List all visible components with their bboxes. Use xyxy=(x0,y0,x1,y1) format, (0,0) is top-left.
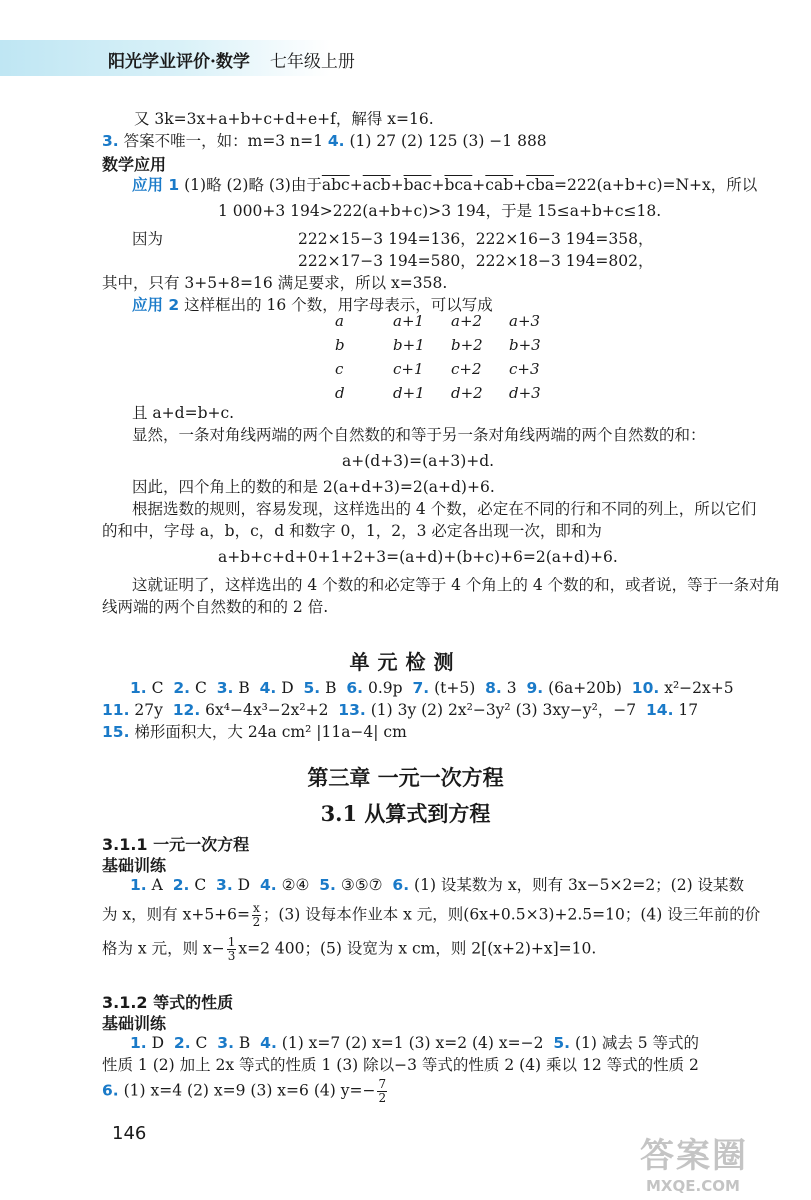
question-number: 3. xyxy=(217,1034,234,1052)
grid-cell: b+1 xyxy=(393,336,425,354)
grid-cell: b xyxy=(335,336,345,354)
text-segment: (1) x=4 (2) x=9 (3) x=6 (4) y=− xyxy=(123,1081,376,1100)
text-segment: x=2 400；(5) 设宽为 x cm，则 2[(x+2)+x]=10. xyxy=(238,939,597,958)
grid-cell: c+2 xyxy=(451,360,482,378)
book-title: 阳光学业评价·数学 xyxy=(108,52,250,72)
answer-line-3-4 xyxy=(102,130,547,152)
question-number: 3. xyxy=(102,132,119,150)
question-number: 1. xyxy=(130,1034,147,1052)
text-line: 线两端的两个自然数的和的 2 倍. xyxy=(102,598,329,616)
overlined-number: $\overline{bac}$ xyxy=(403,176,432,194)
overlined-number: $\overline{acb}$ xyxy=(362,176,391,194)
answer-text: C xyxy=(194,679,207,697)
text-line: 且 a+d=b+c. xyxy=(132,404,235,422)
fraction-denominator: 2 xyxy=(252,915,261,929)
question-number: 6. xyxy=(392,876,410,894)
answer-text: D xyxy=(237,876,251,894)
overlined-number: $\overline{abc}$ xyxy=(321,176,350,194)
answer-text: D xyxy=(281,679,294,697)
answer-text: C xyxy=(195,1034,208,1052)
section-heading-math-app: 数学应用 xyxy=(102,155,167,174)
practice-heading: 基础训练 xyxy=(102,856,167,875)
question-number: 4. xyxy=(259,679,277,697)
question-number: 3. xyxy=(216,679,234,697)
question-number: 11. xyxy=(102,701,130,719)
grid-row xyxy=(335,360,567,384)
question-number: 6. xyxy=(346,679,364,697)
question-number: 14. xyxy=(646,701,674,719)
answer-text: C xyxy=(194,876,207,894)
question-number: 6. xyxy=(102,1081,119,1100)
answer-text: C xyxy=(151,679,164,697)
equation: a+b+c+d+0+1+2+3=(a+d)+(b+c)+6=2(a+d)+6. xyxy=(218,548,618,566)
question-number: 1. xyxy=(130,876,147,894)
s311-answers-line-3 xyxy=(102,936,596,963)
s311-answers-line-2 xyxy=(102,902,760,929)
grid-cell: a+2 xyxy=(451,312,483,330)
section-title: 3.1 从算式到方程 xyxy=(320,801,491,826)
grid-row xyxy=(335,384,567,408)
grid-row xyxy=(335,312,567,336)
answer-text: (1) 3y (2) 2x²−3y² (3) 3xy−y²，−7 xyxy=(370,701,637,719)
running-header xyxy=(108,47,355,72)
text-line: 因此，四个角上的数的和是 2(a+d+3)=2(a+d)+6. xyxy=(132,478,495,496)
app1-line: 应用 1 (1)略 (2)略 (3)由于$\overline{abc}+\overline{acb}+\overline{bac}+\overline{bca}+\overline{cab}+\overline{cba}=222(a+b+c)=N+x$，所以 xyxy=(132,176,758,194)
text-line: 1 000+3 194>222(a+b+c)>3 194，于是 15≤a+b+c≤18. xyxy=(218,202,662,220)
answer-text: (1) x=7 (2) x=1 (3) x=2 (4) x=−2 xyxy=(281,1034,544,1052)
grid-row xyxy=(335,336,567,360)
text-segment: ；(3) 设每本作业本 x 元，则(6x+0.5×3)+2.5=10；(4) 设三年前的价 xyxy=(262,905,761,924)
subsection-title: 3.1.2 等式的性质 xyxy=(102,993,234,1012)
grid-cell: c+3 xyxy=(509,360,540,378)
grid-cell: b+3 xyxy=(509,336,541,354)
question-number: 5. xyxy=(319,876,336,894)
page-number: 146 xyxy=(112,1123,147,1144)
text-segment: (1)略 (2)略 (3)由于 xyxy=(184,176,322,194)
letter-grid xyxy=(335,312,567,408)
text-line: 根据选数的规则，容易发现，这样选出的 4 个数，必定在不同的行和不同的列上，所以它们 xyxy=(132,500,757,518)
watermark-logo xyxy=(640,1128,800,1194)
question-number: 1. xyxy=(130,679,147,697)
answer-text: D xyxy=(151,1034,165,1052)
answer-text: 17 xyxy=(678,701,699,719)
overlined-number: $\overline{bca}$ xyxy=(444,176,473,194)
text-line: 显然，一条对角线两端的两个自然数的和等于另一条对角线两端的两个自然数的和： xyxy=(132,426,706,444)
subsection-title: 3.1.1 一元一次方程 xyxy=(102,835,250,854)
answer-text: B xyxy=(325,679,337,697)
grid-cell: b+2 xyxy=(451,336,483,354)
question-number: 8. xyxy=(485,679,502,697)
grid-cell: d+1 xyxy=(393,384,425,402)
text-line: 因为 xyxy=(132,230,164,248)
grid-cell: a+1 xyxy=(393,312,425,330)
text-line: 这就证明了，这样选出的 4 个数的和必定等于 4 个角上的 4 个数的和，或者说，等于一条对角 xyxy=(132,576,781,594)
calc-line: 222×17−3 194=580，222×18−3 194=802， xyxy=(298,252,654,270)
answer-text: B xyxy=(238,1034,251,1052)
app-label: 应用 1 xyxy=(132,176,180,194)
question-number: 4. xyxy=(327,132,345,150)
unit-answer-row-2 xyxy=(102,699,698,721)
grade-label: 七年级上册 xyxy=(269,52,355,72)
s312-answers-line-3 xyxy=(102,1078,389,1105)
answer-text: (1) 27 (2) 125 (3) −1 888 xyxy=(349,132,547,150)
question-number: 13. xyxy=(338,701,366,719)
question-number: 12. xyxy=(172,701,201,719)
answer-text: B xyxy=(238,679,250,697)
question-number: 2. xyxy=(172,876,190,894)
equation: a+(d+3)=(a+3)+d. xyxy=(342,452,495,470)
fraction xyxy=(252,902,261,929)
unit-answer-row-1 xyxy=(130,677,734,699)
grid-cell: d xyxy=(335,384,345,402)
answer-text: ③⑤⑦ xyxy=(340,876,383,894)
fraction xyxy=(377,1078,387,1105)
chapter-title: 第三章 一元一次方程 xyxy=(307,765,504,790)
answer-text: 梯形面积大，大 24a cm² |11a−4| cm xyxy=(134,723,407,741)
question-number: 2. xyxy=(173,679,191,697)
grid-cell: d+2 xyxy=(451,384,483,402)
unit-answer-row-3 xyxy=(102,721,407,743)
fraction-numerator: 1 xyxy=(227,935,236,949)
text-segment: 为 x，则有 x+5+6= xyxy=(102,905,251,924)
fraction-denominator: 2 xyxy=(378,1091,387,1105)
fraction-denominator: 3 xyxy=(227,949,236,963)
question-number: 4. xyxy=(259,876,277,894)
fraction-numerator: x xyxy=(253,901,260,915)
grid-cell: d+3 xyxy=(509,384,541,402)
question-number: 9. xyxy=(526,679,544,697)
question-number: 5. xyxy=(553,1034,570,1052)
unit-test-title: 单元检测 xyxy=(349,650,462,674)
answer-text: 答案不唯一，如：m=3 n=1 xyxy=(123,132,323,150)
question-number: 5. xyxy=(303,679,321,697)
question-number: 3. xyxy=(216,876,233,894)
answer-text: 6x⁴−4x³−2x²+2 xyxy=(205,701,329,719)
fraction xyxy=(227,936,237,963)
grid-cell: a+3 xyxy=(509,312,541,330)
text-line: 又 3k=3x+a+b+c+d+e+f，解得 x=16. xyxy=(134,110,434,128)
text-segment: 这样框出的 16 个数，用字母表示，可以写成 xyxy=(184,296,493,314)
s311-answers-line-1 xyxy=(130,874,744,896)
fraction-numerator: 7 xyxy=(378,1077,387,1091)
watermark-main: 答案圈 xyxy=(640,1136,748,1176)
answer-text: 27y xyxy=(134,701,163,719)
overlined-number: $\overline{cab}$ xyxy=(485,176,514,194)
answer-text: (6a+20b) xyxy=(548,679,622,697)
grid-cell: c xyxy=(335,360,344,378)
answer-text: (1) 减去 5 等式的 xyxy=(574,1034,700,1052)
s312-answers-line-2: 性质 1 (2) 加上 2x 等式的性质 1 (3) 除以−3 等式的性质 2 (4) 乘以 12 等式的性质 2 xyxy=(102,1056,699,1074)
watermark-url: MXQE.COM xyxy=(646,1177,740,1195)
app-label: 应用 2 xyxy=(132,296,180,314)
answer-text: 0.9p xyxy=(368,679,403,697)
grid-cell: c+1 xyxy=(393,360,424,378)
answer-text: (1) 设某数为 x，则有 3x−5×2=2；(2) 设某数 xyxy=(414,876,745,894)
question-number: 2. xyxy=(173,1034,191,1052)
overlined-number: $\overline{cba}$ xyxy=(526,176,555,194)
text-line: 其中，只有 3+5+8=16 满足要求，所以 x=358. xyxy=(102,274,448,292)
s312-answers-line-1 xyxy=(130,1032,699,1054)
practice-heading: 基础训练 xyxy=(102,1014,167,1033)
question-number: 4. xyxy=(260,1034,277,1052)
question-number: 15. xyxy=(102,723,130,741)
grid-cell: a xyxy=(335,312,344,330)
calc-line: 222×15−3 194=136，222×16−3 194=358， xyxy=(298,230,654,248)
question-number: 10. xyxy=(631,679,660,697)
question-number: 7. xyxy=(412,679,430,697)
text-segment: =222(a+b+c)=N+x，所以 xyxy=(554,176,758,194)
text-line: 的和中，字母 a，b，c，d 和数字 0，1，2，3 必定各出现一次，即和为 xyxy=(102,522,602,540)
answer-text: 3 xyxy=(506,679,517,697)
answer-text: A xyxy=(151,876,163,894)
answer-text: ②④ xyxy=(281,876,310,894)
answer-text: x²−2x+5 xyxy=(664,679,734,697)
answer-text: (t+5) xyxy=(434,679,476,697)
text-segment: 格为 x 元，则 x− xyxy=(102,939,225,958)
